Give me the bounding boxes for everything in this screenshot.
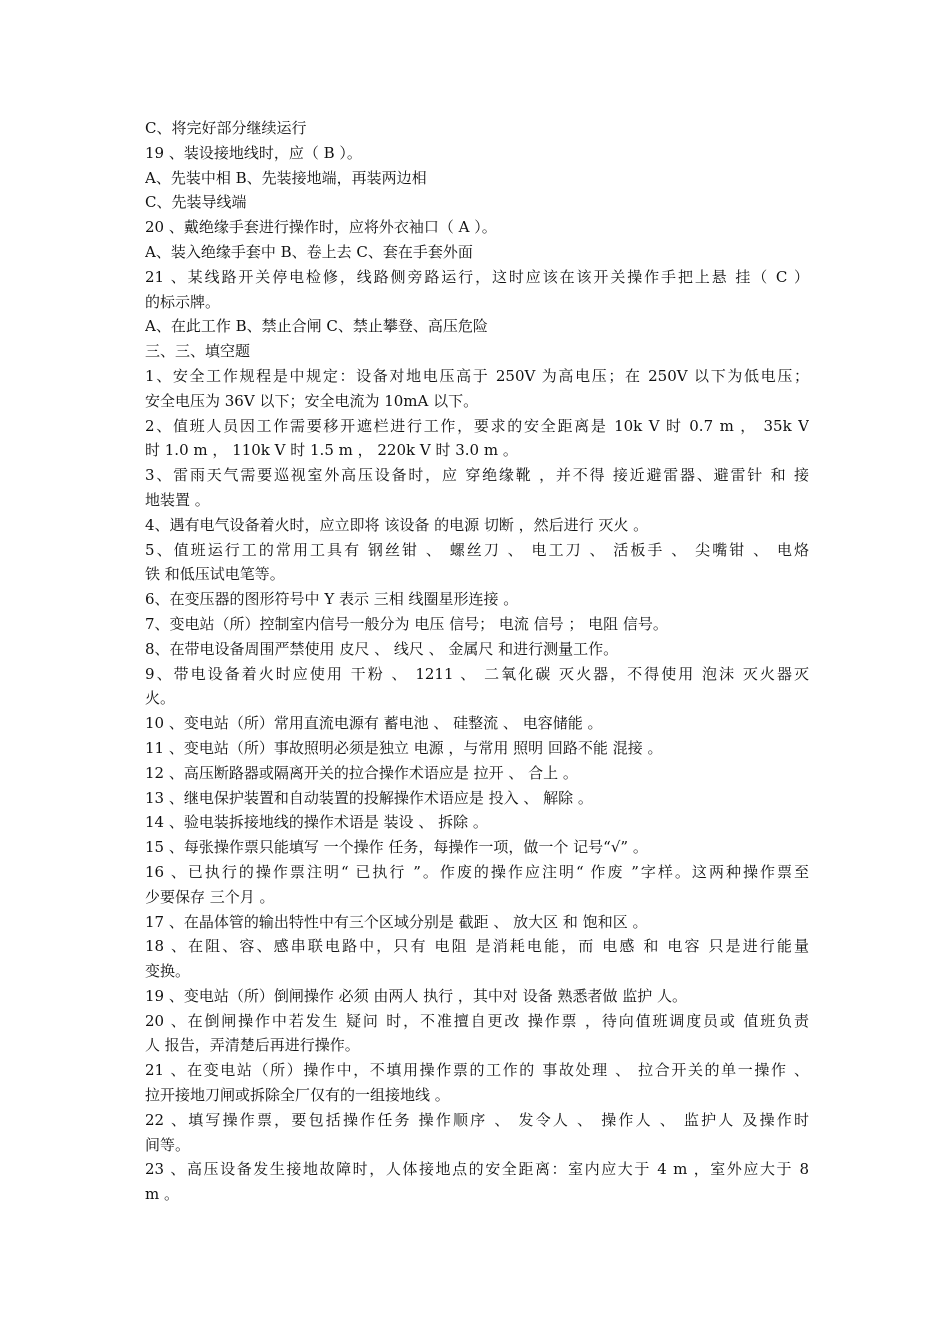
text-line: 的标示牌。 (145, 292, 221, 311)
text-line: A、在此工作 B、禁止合闸 C、禁止攀登、高压危险 (145, 317, 488, 336)
text-line: 19 、变电站（所）倒闸操作 必须 由两人 执行 ，其中对 设备 熟悉者做 监护 人。 (145, 986, 688, 1005)
text-line: 20 、在倒闸操作中若发生 疑问 时，不准擅自更改 操作票 ，待向值班调度员或 值班负责 (145, 1011, 809, 1030)
text-line: A、先装中相 B、先装接地端，再装两边相 (145, 168, 427, 187)
text-line: 21 、在变电站（所）操作中，不填用操作票的工作的 事故处理 、 拉合开关的单一操作 、 (145, 1061, 809, 1080)
text-line: 拉开接地刀闸或拆除全厂仅有的一组接地线 。 (145, 1086, 450, 1105)
text-line: 2、值班人员因工作需要移开遮栏进行工作，要求的安全距离是 10k V 时 0.7 m ， 35k V (145, 416, 809, 435)
text-line: 13 、继电保护装置和自动装置的投解操作术语应是 投入 、 解除 。 (145, 788, 593, 807)
text-line: A、装入绝缘手套中 B、卷上去 C、套在手套外面 (145, 242, 473, 261)
text-line: 人 报告，弄清楚后再进行操作。 (145, 1036, 360, 1055)
text-line: 3、雷雨天气需要巡视室外高压设备时，应 穿绝缘靴 ，并不得 接近避雷器、避雷针 和 接 (145, 466, 809, 485)
text-line: 16 、已执行的操作票注明“ 已执行 ”。作废的操作应注明“ 作废 ”字样。这两种操作票至 (145, 862, 809, 881)
text-line: 18 、在阻、容、感串联电路中，只有 电阻 是消耗电能，而 电感 和 电容 只是进行能量 (145, 937, 809, 956)
text-line: 10 、变电站（所）常用直流电源有 蓄电池 、 硅整流 、 电容储能 。 (145, 714, 603, 733)
text-line: 19 、装设接地线时，应（ B ）。 (145, 143, 362, 162)
text-line: 变换。 (145, 962, 191, 981)
text-line: 8、在带电设备周围严禁使用 皮尺 、 线尺 、 金属尺 和进行测量工作。 (145, 639, 619, 658)
text-line: 7、变电站（所）控制室内信号一般分为 电压 信号； 电流 信号 ； 电阻 信号。 (145, 614, 668, 633)
text-line: C、先装导线端 (145, 193, 247, 212)
text-line: 9、带电设备着火时应使用 干粉 、 1211 、 二氧化碳 灭火器，不得使用 泡沫 灭火器灭 (145, 664, 809, 683)
text-line: 14 、验电装拆接地线的操作术语是 装设 、 拆除 。 (145, 813, 488, 832)
text-line: 17 、在晶体管的输出特性中有三个区域分别是 截距 、 放大区 和 饱和区 。 (145, 912, 648, 931)
text-line: 5、值班运行工的常用工具有 钢丝钳 、 螺丝刀 、 电工刀 、 活板手 、 尖嘴钳 、 电烙 (145, 540, 809, 559)
text-line: 15 、每张操作票只能填写 一个操作 任务，每操作一项，做一个 记号“√” 。 (145, 838, 648, 857)
text-line: 21 、某线路开关停电检修，线路侧旁路运行，这时应该在该开关操作手把上悬 挂（ C ） (145, 267, 809, 286)
text-line: 少要保存 三个月 。 (145, 887, 275, 906)
text-line: 6、在变压器的图形符号中 Y 表示 三相 线圈星形连接 。 (145, 590, 519, 609)
text-line: 火。 (145, 689, 176, 708)
text-line: 23 、高压设备发生接地故障时，人体接地点的安全距离：室内应大于 4 m ，室外应大于 8 (145, 1160, 809, 1179)
text-line: C、将完好部分继续运行 (145, 119, 307, 137)
text-line: 12 、高压断路器或隔离开关的拉合操作术语应是 拉开 、 合上 。 (145, 763, 578, 782)
text-line: 间等。 (145, 1135, 191, 1154)
text-line: 安全电压为 36V 以下；安全电流为 10mA 以下。 (145, 391, 479, 410)
text-line: 4、遇有电气设备着火时，应立即将 该设备 的电源 切断 ，然后进行 灭火 。 (145, 515, 649, 534)
text-line: 1、安全工作规程是中规定：设备对地电压高于 250V 为高电压；在 250V 以下为低电压； (145, 366, 809, 385)
text-line: 22 、填写操作票，要包括操作任务 操作顺序 、 发令人 、 操作人 、 监护人 及操作时 (145, 1110, 809, 1129)
text-line: 20 、戴绝缘手套进行操作时，应将外衣袖口（ A ）。 (145, 218, 497, 237)
text-line: 三、三、填空题 (145, 342, 251, 361)
text-line: 地装置 。 (145, 490, 210, 509)
text-line: 时 1.0 m ， 110k V 时 1.5 m ， 220k V 时 3.0 m 。 (145, 441, 518, 460)
document-body (145, 116, 809, 1207)
text-line: m 。 (145, 1185, 179, 1204)
text-line: 11 、变电站（所）事故照明必须是独立 电源 ，与常用 照明 回路不能 混接 。 (145, 738, 663, 757)
text-line: 铁 和低压试电笔等。 (145, 565, 285, 584)
